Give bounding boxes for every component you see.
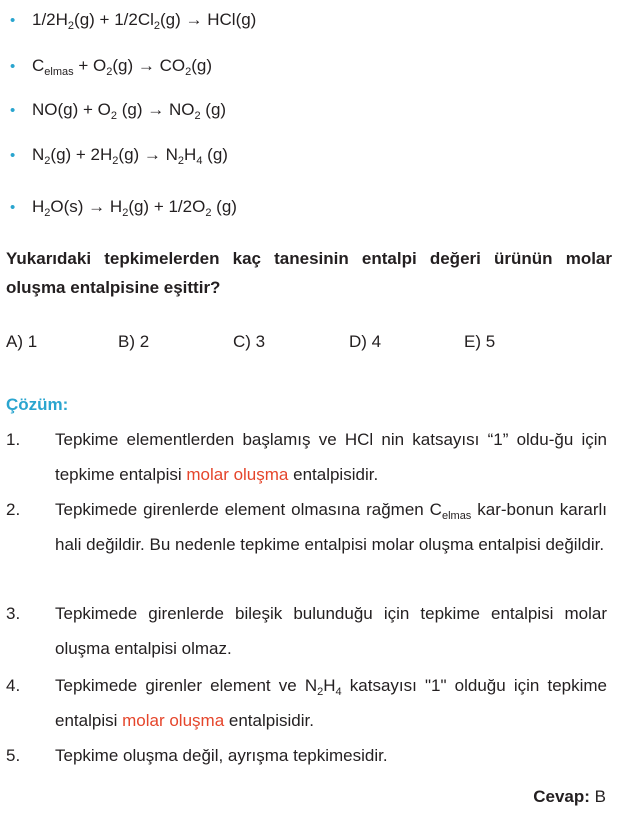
highlight-term: molar oluşma <box>122 711 225 730</box>
answer <box>533 787 606 807</box>
question-text: Yukarıdaki tepkimelerden kaç tanesinin entalpi değeri ürünün molar oluşma entalpisine eşittir? <box>6 249 612 297</box>
bullet-icon: • <box>10 12 16 29</box>
step-number: 1. <box>6 430 21 449</box>
highlight-term: molar oluşma <box>186 465 289 484</box>
option-d[interactable]: D) 4 <box>349 332 382 351</box>
step-number: 5. <box>6 746 21 765</box>
bullet-icon: • <box>10 147 16 164</box>
bullet-icon: • <box>10 199 16 216</box>
step-number: 3. <box>6 604 21 623</box>
reaction-text: $H_2O(s) \to H_2(g) + 1/2O_2$ (g) <box>32 197 237 219</box>
step-2-text: Tepkimede girenlerde element olmasına rağmen $C_{elmas}$ kar-bonun kararlı hali değildir. Bu nedenle tepkime entalpisi molar oluşma entalpisi değildir. <box>55 500 607 554</box>
reaction-text: $NO(g) + O_2$ $(g) \to NO_2$ (g) <box>32 100 227 122</box>
reaction-text: $1/2H_2(g) + 1/2Cl_2(g) \to HCl(g)$ <box>32 10 257 32</box>
reaction-text: $C_{elmas} + O_2(g) \to CO_2(g)$ <box>32 56 212 78</box>
option-a[interactable]: A) 1 <box>6 332 38 351</box>
reaction-1 <box>10 10 256 30</box>
reaction-5 <box>10 197 237 217</box>
step-1-text: Tepkime elementlerden başlamış ve HCl nin katsayısı “1” oldu-ğu için tepkime entalpisi molar oluşma entalpisidir. <box>55 430 607 484</box>
step-number: 4. <box>6 676 21 695</box>
option-c[interactable]: C) 3 <box>233 332 266 351</box>
answer-options <box>6 332 606 356</box>
bullet-icon: • <box>10 58 16 75</box>
answer-label: Cevap: <box>533 787 590 806</box>
solution-title: Çözüm: <box>6 395 69 414</box>
reaction-4 <box>10 145 228 165</box>
bullet-icon: • <box>10 102 16 119</box>
reaction-2 <box>10 56 212 76</box>
answer-value: B <box>589 787 606 806</box>
reaction-text: $N_2(g) + 2H_2(g) \to N_2H_4$ (g) <box>32 145 228 167</box>
option-b[interactable]: B) 2 <box>118 332 150 351</box>
step-number: 2. <box>6 500 21 519</box>
option-e[interactable]: E) 5 <box>464 332 496 351</box>
reaction-3 <box>10 100 226 120</box>
step-4-text: Tepkimede girenler element ve $N_2H_4$ katsayısı "1" olduğu için tepkime entalpisi molar oluşma entalpisidir. <box>55 676 607 730</box>
step-3-text: Tepkimede girenlerde bileşik bulunduğu için tepkime entalpisi molar oluşma entalpisi olmaz. <box>55 604 607 658</box>
step-5-text: Tepkime oluşma değil, ayrışma tepkimesidir. <box>55 746 388 765</box>
